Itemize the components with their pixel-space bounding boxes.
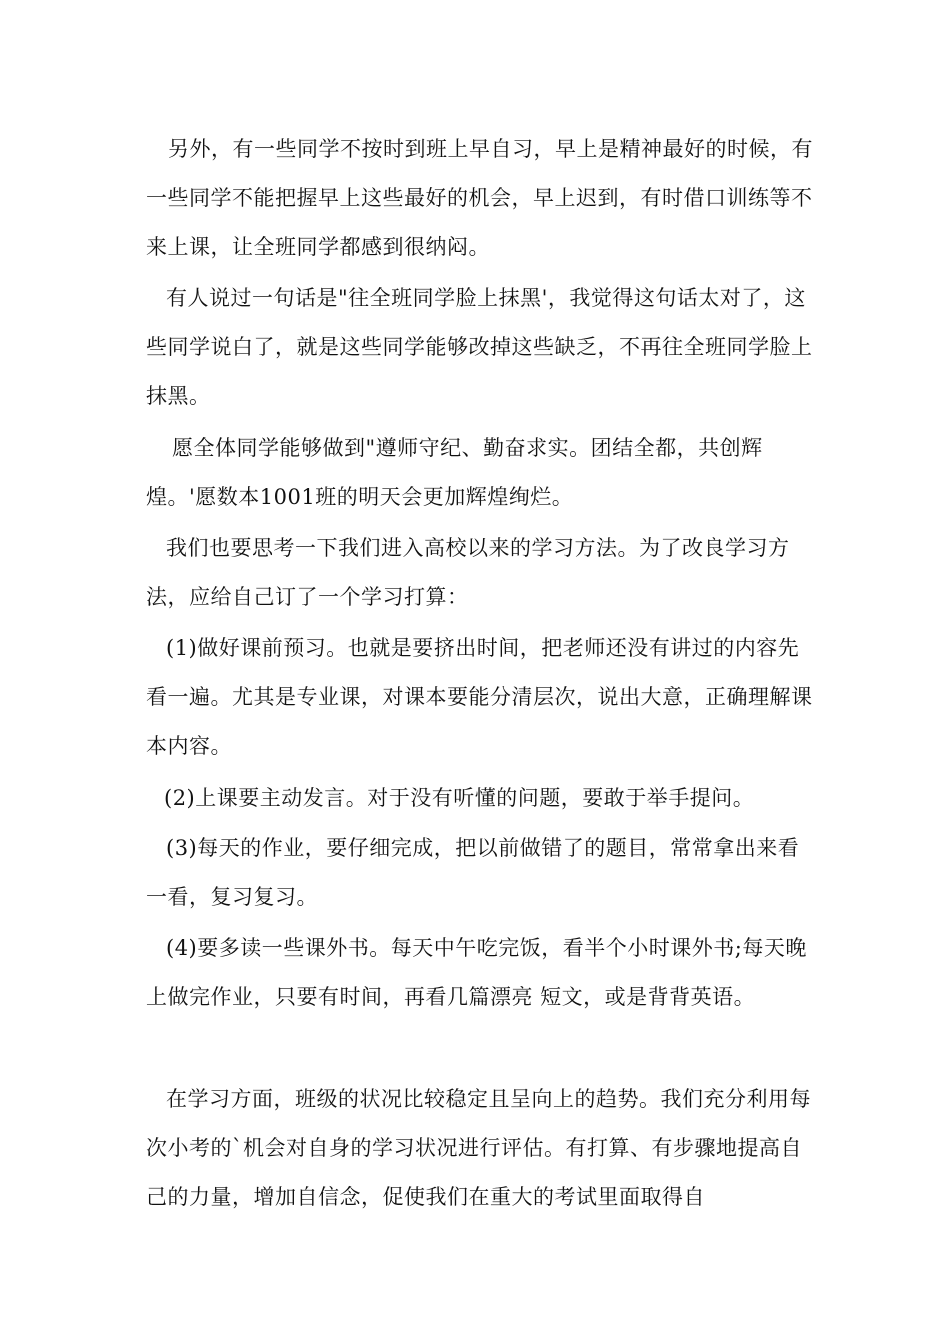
paragraph-study-method: 我们也要思考一下我们进入高校以来的学习方法。为了改良学习方法，应给自己订了一个学习打算： [146,536,790,609]
paragraph-wish: 愿全体同学能够做到"遵师守纪、勤奋求实。团结全都，共创辉煌。'愿数本1001班的明天会更加辉煌绚烂。 [146,436,763,509]
paragraph-learning-status: 在学习方面，班级的状况比较稳定且呈向上的趋势。我们充分利用每次小考的`机会对自身的学习状况进行评估。有打算、有步骤地提高自己的力量，增加自信念，促使我们在重大的考试里面取得自 [146,1087,811,1209]
paragraph-morning-study: 另外，有一些同学不按时到班上早自习，早上是精神最好的时候，有一些同学不能把握早上这些最好的机会，早上迟到，有时借口训练等不来上课，让全班同学都感到很纳闷。 [146,137,813,259]
paragraph-quote: 有人说过一句话是"往全班同学脸上抹黑'，我觉得这句话太对了，这些同学说白了，就是这些同学能够改掉这些缺乏，不再往全班同学脸上抹黑。 [146,286,813,408]
list-item-reading: (4)要多读一些课外书。每天中午吃完饭，看半个小时课外书;每天晚上做完作业，只要有时间，再看几篇漂亮 短文，或是背背英语。 [146,936,807,1009]
list-item-preview: (1)做好课前预习。也就是要挤出时间，把老师还没有讲过的内容先看一遍。尤其是专业课，对课本要能分清层次，说出大意，正确理解课本内容。 [146,636,813,758]
list-item-homework: (3)每天的作业，要仔细完成，把以前做错了的题目，常常拿出来看一看，复习复习。 [146,836,800,909]
list-item-speak-up: (2)上课要主动发言。对于没有听懂的问题，要敢于举手提问。 [164,786,755,810]
